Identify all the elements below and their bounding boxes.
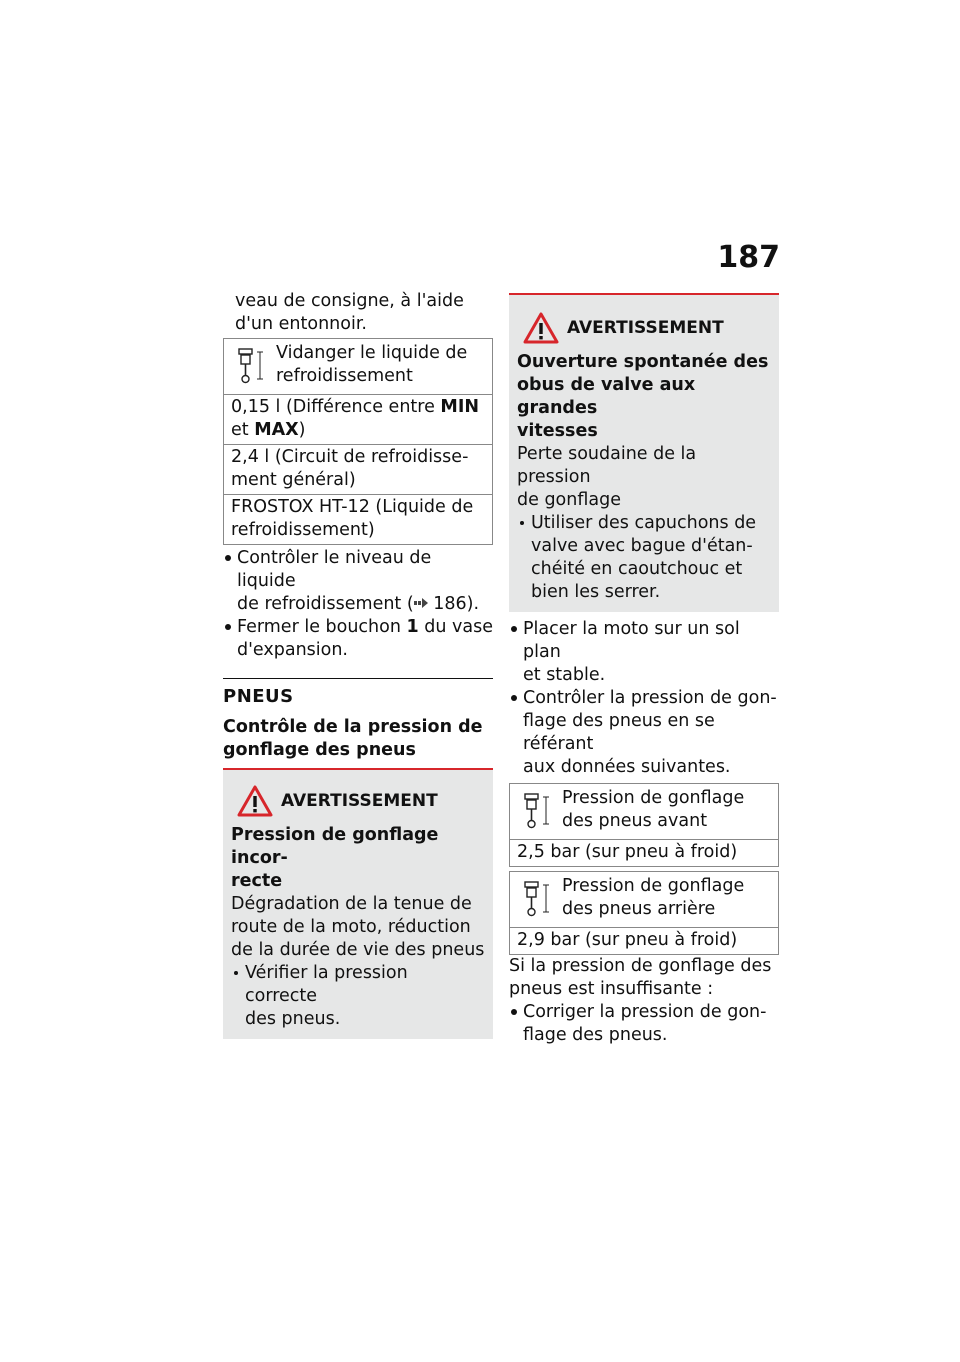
measure-icon — [236, 346, 266, 386]
front-tire-pressure-value: 2,5 bar (sur pneu à froid) — [510, 839, 778, 866]
subsection-title: Contrôle de la pression de gonflage des pneus — [223, 717, 483, 760]
coolant-spec-table — [223, 338, 493, 545]
measure-icon — [522, 879, 552, 919]
warning-triangle-icon — [237, 785, 273, 817]
list-item: Fermer le bouchon 1 du vase d'expansion. — [223, 616, 493, 662]
coolant-steps — [223, 547, 493, 662]
warning-title: AVERTISSEMENT — [281, 790, 438, 811]
tire-steps — [509, 618, 779, 779]
coolant-spec-header: Vidanger le liquide de refroidissement — [224, 339, 492, 394]
list-item: Vérifier la pression correcte des pneus. — [231, 962, 485, 1031]
warning-body: Perte soudaine de la pression de gonflage — [517, 444, 697, 510]
list-item: Contrôler la pression de gon- flage des pneus en se référant aux données suivantes. — [509, 687, 779, 779]
section-title: PNEUS — [223, 678, 493, 708]
page-number: 187 — [717, 240, 780, 275]
outro-text: Si la pression de gonflage des pneus est insuffisante : — [509, 956, 772, 999]
front-tire-pressure-table: Pression de gonflage des pneus avant 2,5 bar (sur pneu à froid) — [509, 783, 779, 867]
measure-icon — [522, 791, 552, 831]
warning-body: Dégradation de la tenue de route de la moto, réduction de la durée de vie des pneus — [231, 894, 485, 960]
rear-tire-pressure-table: Pression de gonflage des pneus arrière 2,9 bar (sur pneu à froid) — [509, 871, 779, 955]
list-item: Corriger la pression de gon- flage des pneus. — [509, 1001, 779, 1047]
list-item: Contrôler le niveau de liquide de refroidissement ( 186). — [223, 547, 493, 616]
coolant-type: FROSTOX HT-12 (Liquide de refroidissement) — [224, 494, 492, 544]
list-item: Utiliser des capuchons de valve avec bague d'étan- chéité en caoutchouc et bien les serrer. — [517, 512, 771, 604]
valve-warning — [509, 293, 779, 612]
coolant-quantity-total: 2,4 l (Circuit de refroidisse- ment général) — [224, 444, 492, 494]
tire-pressure-warning — [223, 768, 493, 1039]
warning-triangle-icon — [523, 312, 559, 344]
warning-subtitle: Pression de gonflage incor- recte — [231, 825, 439, 891]
intro-text: veau de consigne, à l'aide d'un entonnoir. — [235, 291, 464, 334]
left-column — [223, 290, 493, 1039]
warning-subtitle: Ouverture spontanée des obus de valve aux grandes vitesses — [517, 352, 769, 441]
warning-title: AVERTISSEMENT — [567, 317, 724, 338]
coolant-quantity-diff: 0,15 l (Différence entre MIN et MAX) — [224, 394, 492, 444]
rear-tire-pressure-value: 2,9 bar (sur pneu à froid) — [510, 927, 778, 954]
page-reference-arrow-icon — [414, 598, 428, 608]
page-reference[interactable]: 186). — [433, 594, 480, 614]
right-column — [509, 293, 779, 1047]
list-item: Placer la moto sur un sol plan et stable. — [509, 618, 779, 687]
